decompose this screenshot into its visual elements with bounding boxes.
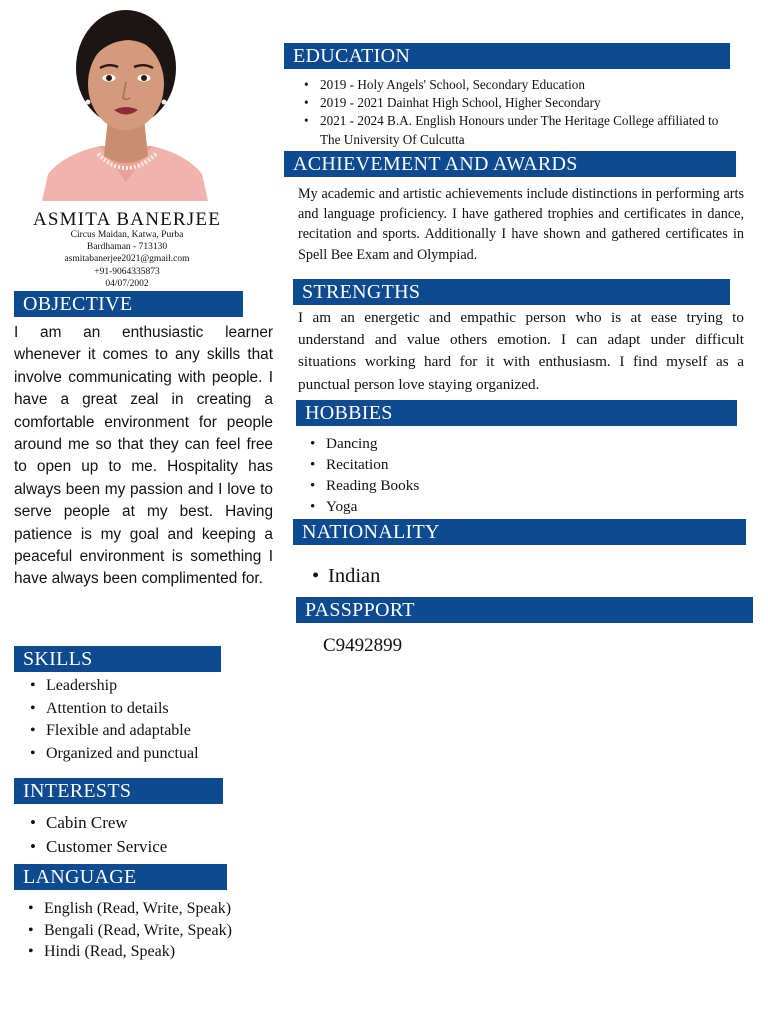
nationality-heading: NATIONALITY (293, 519, 746, 545)
hobbies-list (304, 433, 604, 517)
list-item: • Organized and punctual (24, 743, 254, 766)
list-item: • 2019 - 2021 Dainhat High School, Higher Secondary (298, 94, 738, 112)
achievements-text: My academic and artistic achievements include distinctions in performing arts and language proficiency. I have gathered trophies and certificates in dance, recitation and sports. Additionally I have shown and gathered certificates in Spell Bee Exam and Olympiad. (298, 186, 744, 263)
interests-list (24, 811, 254, 859)
list-item: • Bengali (Read, Write, Speak) (22, 920, 232, 942)
list-item: • 2019 - Holy Angels' School, Secondary Education (298, 76, 738, 94)
list-item: • Cabin Crew (24, 811, 254, 835)
hobbies-heading: HOBBIES (296, 400, 737, 426)
achievements-heading: ACHIEVEMENT AND AWARDS (284, 151, 736, 177)
objective-heading: OBJECTIVE (14, 291, 243, 317)
language-heading: LANGUAGE (14, 864, 227, 890)
skills-heading: SKILLS (14, 646, 221, 672)
address-line-1: Circus Maidan, Katwa, Purba (70, 230, 184, 240)
list-item: • Yoga (304, 496, 604, 517)
list-item: • Customer Service (24, 835, 254, 859)
contact-info (12, 229, 242, 290)
language-list (22, 898, 232, 963)
date-of-birth: 04/07/2002 (105, 278, 149, 289)
list-item: • Hindi (Read, Speak) (22, 941, 232, 963)
skills-list (24, 675, 254, 765)
education-heading: EDUCATION (284, 43, 730, 69)
list-item: • Flexible and adaptable (24, 720, 254, 743)
passport-number: C9492899 (323, 635, 403, 656)
email: asmitabanerjee2021@gmail.com (64, 254, 190, 265)
nationality-list (306, 563, 506, 589)
profile-photo (34, 6, 214, 201)
list-item: • Leadership (24, 675, 254, 698)
list-item: • Attention to details (24, 698, 254, 721)
interests-heading: INTERESTS (14, 778, 223, 804)
candidate-name: ASMITA BANERJEE (32, 209, 222, 230)
passport-heading: PASSPPORT (296, 597, 753, 623)
strengths-text: I am an energetic and empathic person who is at ease trying to understand and value others emotion. I can adapt under difficult situations working hard for it with enthusiasm. I find myself as a punctual person love staying organized. (298, 309, 744, 393)
phone: +91-9064335873 (94, 266, 160, 277)
list-item: • Dancing (304, 433, 604, 454)
list-item: • Recitation (304, 454, 604, 475)
list-item: • English (Read, Write, Speak) (22, 898, 232, 920)
list-item: • Indian (306, 563, 506, 589)
education-list (298, 76, 738, 149)
list-item: • 2021 - 2024 B.A. English Honours under The Heritage College affiliated to The University Of Culcutta (298, 112, 738, 148)
strengths-heading: STRENGTHS (293, 279, 730, 305)
address-line-2: Bardhaman - 713130 (86, 242, 168, 253)
list-item: • Reading Books (304, 475, 604, 496)
objective-text: I am an enthusiastic learner whenever it comes to any skills that involve communicating with people. I have a great zeal in creating a comfortable environment for people around me so that they can feel free to open up to me. Hospitality has always been my passion and I love to serve people at my best. Having patience is my goal and keeping a peaceful environment is something I have always been complimented for. (14, 324, 273, 588)
